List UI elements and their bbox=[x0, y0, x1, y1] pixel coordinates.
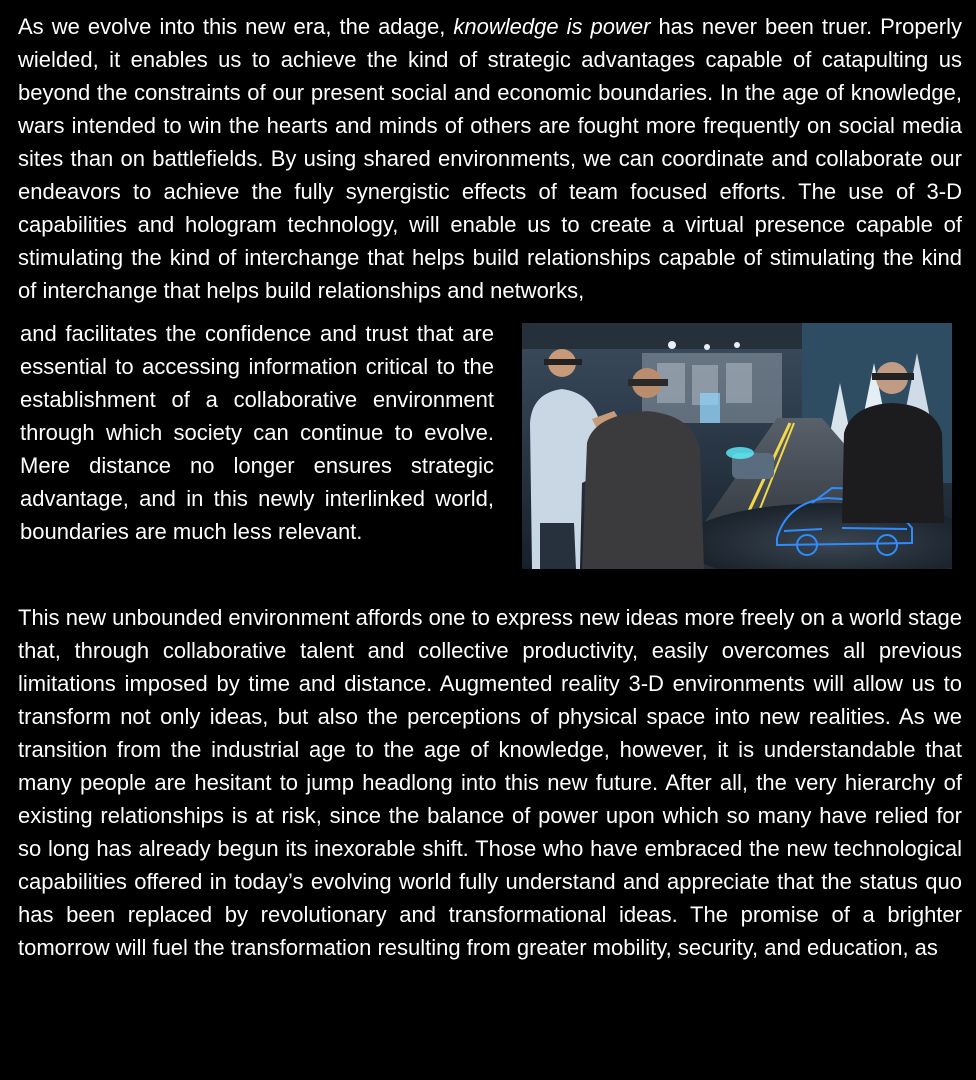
paragraph-1-emphasis: knowledge is power bbox=[453, 14, 651, 39]
paragraph-1-rest: has never been truer. Properly wielded, it enables us to achieve the kind of strategic advantages capable of catapulting us beyond the constraints of our present social and economic boundaries. In the age of knowledge, wars intended to win the hearts and minds of others are fought more frequently on social media sites than on battlefields. By using shared environments, we can coordinate and collaborate our endeavors to achieve the fully synergistic effects of team focused efforts. The use of 3-D capabilities and hologram technology, will enable us to create a virtual presence capable of stimulating the kind of interchange that helps build relationships capable of stimulating the kind of interchange that helps build relationships and networks, bbox=[18, 14, 962, 303]
hologram-car-photo-icon bbox=[522, 323, 952, 569]
paragraph-1 bbox=[18, 10, 962, 307]
side-paragraph: and facilitates the confidence and trust that are essential to accessing information critical to the establishment of a collaborative environment through which society can continue to evolve. Mere distance no longer ensures strategic advantage, and in this newly interlinked world, boundaries are much less relevant. bbox=[20, 321, 494, 544]
paragraph-1-lead: As we evolve into this new era, the adage, bbox=[18, 14, 454, 39]
document-page bbox=[18, 10, 962, 964]
hologram-photo bbox=[522, 323, 952, 569]
text-image-block bbox=[18, 317, 962, 579]
paragraph-2: This new unbounded environment affords one to express new ideas more freely on a world stage that, through collaborative talent and collective productivity, easily overcomes all previous limitations imposed by time and distance. Augmented reality 3-D environments will allow us to transform not only ideas, but also the perceptions of physical space into new realities. As we transition from the industrial age to the age of knowledge, however, it is understandable that many people are hesitant to jump headlong into this new future. After all, the very hierarchy of existing relationships is at risk, since the balance of power upon which so many have relied for so long has already begun its inexorable shift. Those who have embraced the new technological capabilities offered in today’s evolving world fully understand and appreciate that the status quo has been replaced by revolutionary and transformational ideas. The promise of a brighter tomorrow will fuel the transformation resulting from greater mobility, security, and education, as bbox=[18, 605, 962, 960]
